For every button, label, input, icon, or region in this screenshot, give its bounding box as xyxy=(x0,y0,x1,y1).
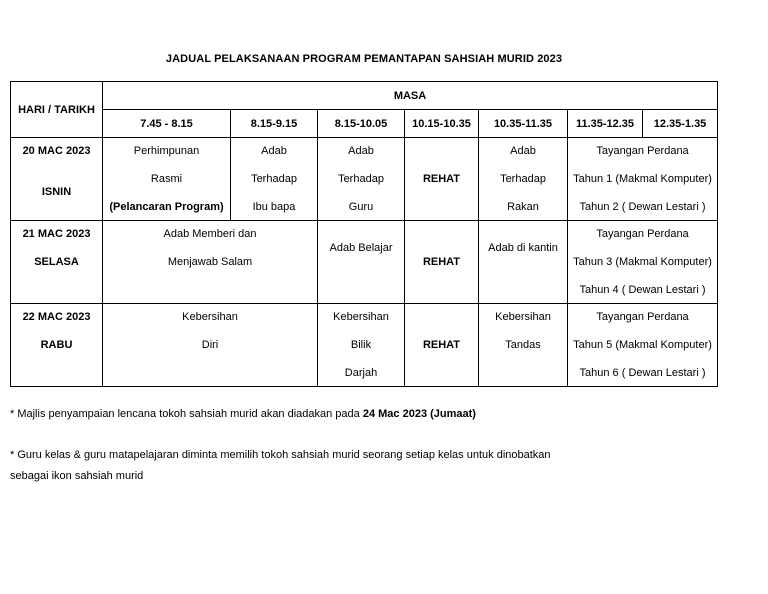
activity-line: Adab di kantin xyxy=(488,242,558,254)
rehat-cell: REHAT xyxy=(405,304,479,387)
date-label: 20 MAC 2023 xyxy=(22,145,91,157)
schedule-table xyxy=(10,81,718,387)
activity-line: Tahun 4 ( Dewan Lestari ) xyxy=(579,284,706,296)
activity-line: Kebersihan xyxy=(182,311,238,323)
activity-cell xyxy=(231,138,318,221)
activity-cell xyxy=(318,304,405,387)
activity-line: Tahun 3 (Makmal Komputer) xyxy=(573,256,712,268)
note-teachers: * Guru kelas & guru matapelajaran diminta memilih tokoh sahsiah murid seorang setiap kelas untuk dinobatkan xyxy=(10,449,551,461)
note-date: 24 Mac 2023 (Jumaat) xyxy=(362,408,476,420)
activity-cell xyxy=(103,221,318,304)
activity-line: Adab xyxy=(510,145,536,157)
activity-line: Menjawab Salam xyxy=(167,256,253,268)
time-slot: 12.35-1.35 xyxy=(643,110,718,138)
activity-cell xyxy=(103,304,318,387)
activity-line: Terhadap xyxy=(338,173,384,185)
activity-line: Adab xyxy=(261,145,287,157)
activity-cell xyxy=(103,138,231,221)
table-row xyxy=(11,221,718,304)
activity-line: Guru xyxy=(348,201,374,213)
activity-line: Tahun 6 ( Dewan Lestari ) xyxy=(579,367,706,379)
page-title: JADUAL PELAKSANAAN PROGRAM PEMANTAPAN SAHSIAH MURID 2023 xyxy=(165,53,563,65)
activity-line: Tahun 1 (Makmal Komputer) xyxy=(573,173,712,185)
activity-line: Tayangan Perdana xyxy=(596,145,689,157)
date-cell xyxy=(11,221,103,304)
activity-cell xyxy=(479,304,568,387)
activity-cell xyxy=(568,221,718,304)
time-slot: 7.45 - 8.15 xyxy=(103,110,231,138)
activity-line: Tayangan Perdana xyxy=(596,311,689,323)
note-ceremony xyxy=(10,408,476,420)
activity-line: (Pelancaran Program) xyxy=(109,201,224,213)
note-text: * Majlis penyampaian lencana tokoh sahsiah murid akan diadakan pada xyxy=(10,408,363,420)
time-slot: 10.15-10.35 xyxy=(405,110,479,138)
activity-cell xyxy=(568,304,718,387)
activity-line: Ibu bapa xyxy=(252,201,296,213)
date-label: 22 MAC 2023 xyxy=(22,311,91,323)
activity-cell xyxy=(318,138,405,221)
header-masa: MASA xyxy=(103,82,718,110)
activity-line: Rasmi xyxy=(150,173,183,185)
time-slot: 8.15-10.05 xyxy=(318,110,405,138)
activity-line: Adab Memberi dan xyxy=(163,228,257,240)
activity-line: Tandas xyxy=(505,339,541,351)
time-slot: 8.15-9.15 xyxy=(231,110,318,138)
rehat-cell: REHAT xyxy=(405,221,479,304)
activity-line: Darjah xyxy=(344,367,378,379)
date-cell xyxy=(11,138,103,221)
activity-line: Diri xyxy=(201,339,219,351)
activity-line: Rakan xyxy=(507,201,539,213)
activity-cell xyxy=(568,138,718,221)
activity-line: Tayangan Perdana xyxy=(596,228,689,240)
table-row xyxy=(11,304,718,387)
date-cell xyxy=(11,304,103,387)
activity-cell xyxy=(318,221,405,304)
activity-cell xyxy=(479,138,568,221)
time-slot: 11.35-12.35 xyxy=(568,110,643,138)
activity-line: Kebersihan xyxy=(333,311,389,323)
activity-line: Tahun 5 (Makmal Komputer) xyxy=(573,339,712,351)
activity-line: Perhimpunan xyxy=(133,145,200,157)
activity-line: Kebersihan xyxy=(495,311,551,323)
activity-line: Tahun 2 ( Dewan Lestari ) xyxy=(579,201,706,213)
activity-line: Terhadap xyxy=(251,173,297,185)
header-hari-tarikh: HARI / TARIKH xyxy=(11,82,103,138)
date-label: 21 MAC 2023 xyxy=(22,228,91,240)
note-teachers-cont: sebagai ikon sahsiah murid xyxy=(10,470,144,482)
day-label: SELASA xyxy=(34,256,79,268)
time-slot: 10.35-11.35 xyxy=(479,110,568,138)
day-label: ISNIN xyxy=(41,186,72,198)
day-label: RABU xyxy=(40,339,73,351)
activity-line: Adab Belajar xyxy=(329,242,393,254)
table-row xyxy=(11,138,718,221)
activity-line: Bilik xyxy=(350,339,372,351)
rehat-cell: REHAT xyxy=(405,138,479,221)
activity-line: Terhadap xyxy=(500,173,546,185)
activity-cell xyxy=(479,221,568,304)
activity-line: Adab xyxy=(348,145,374,157)
